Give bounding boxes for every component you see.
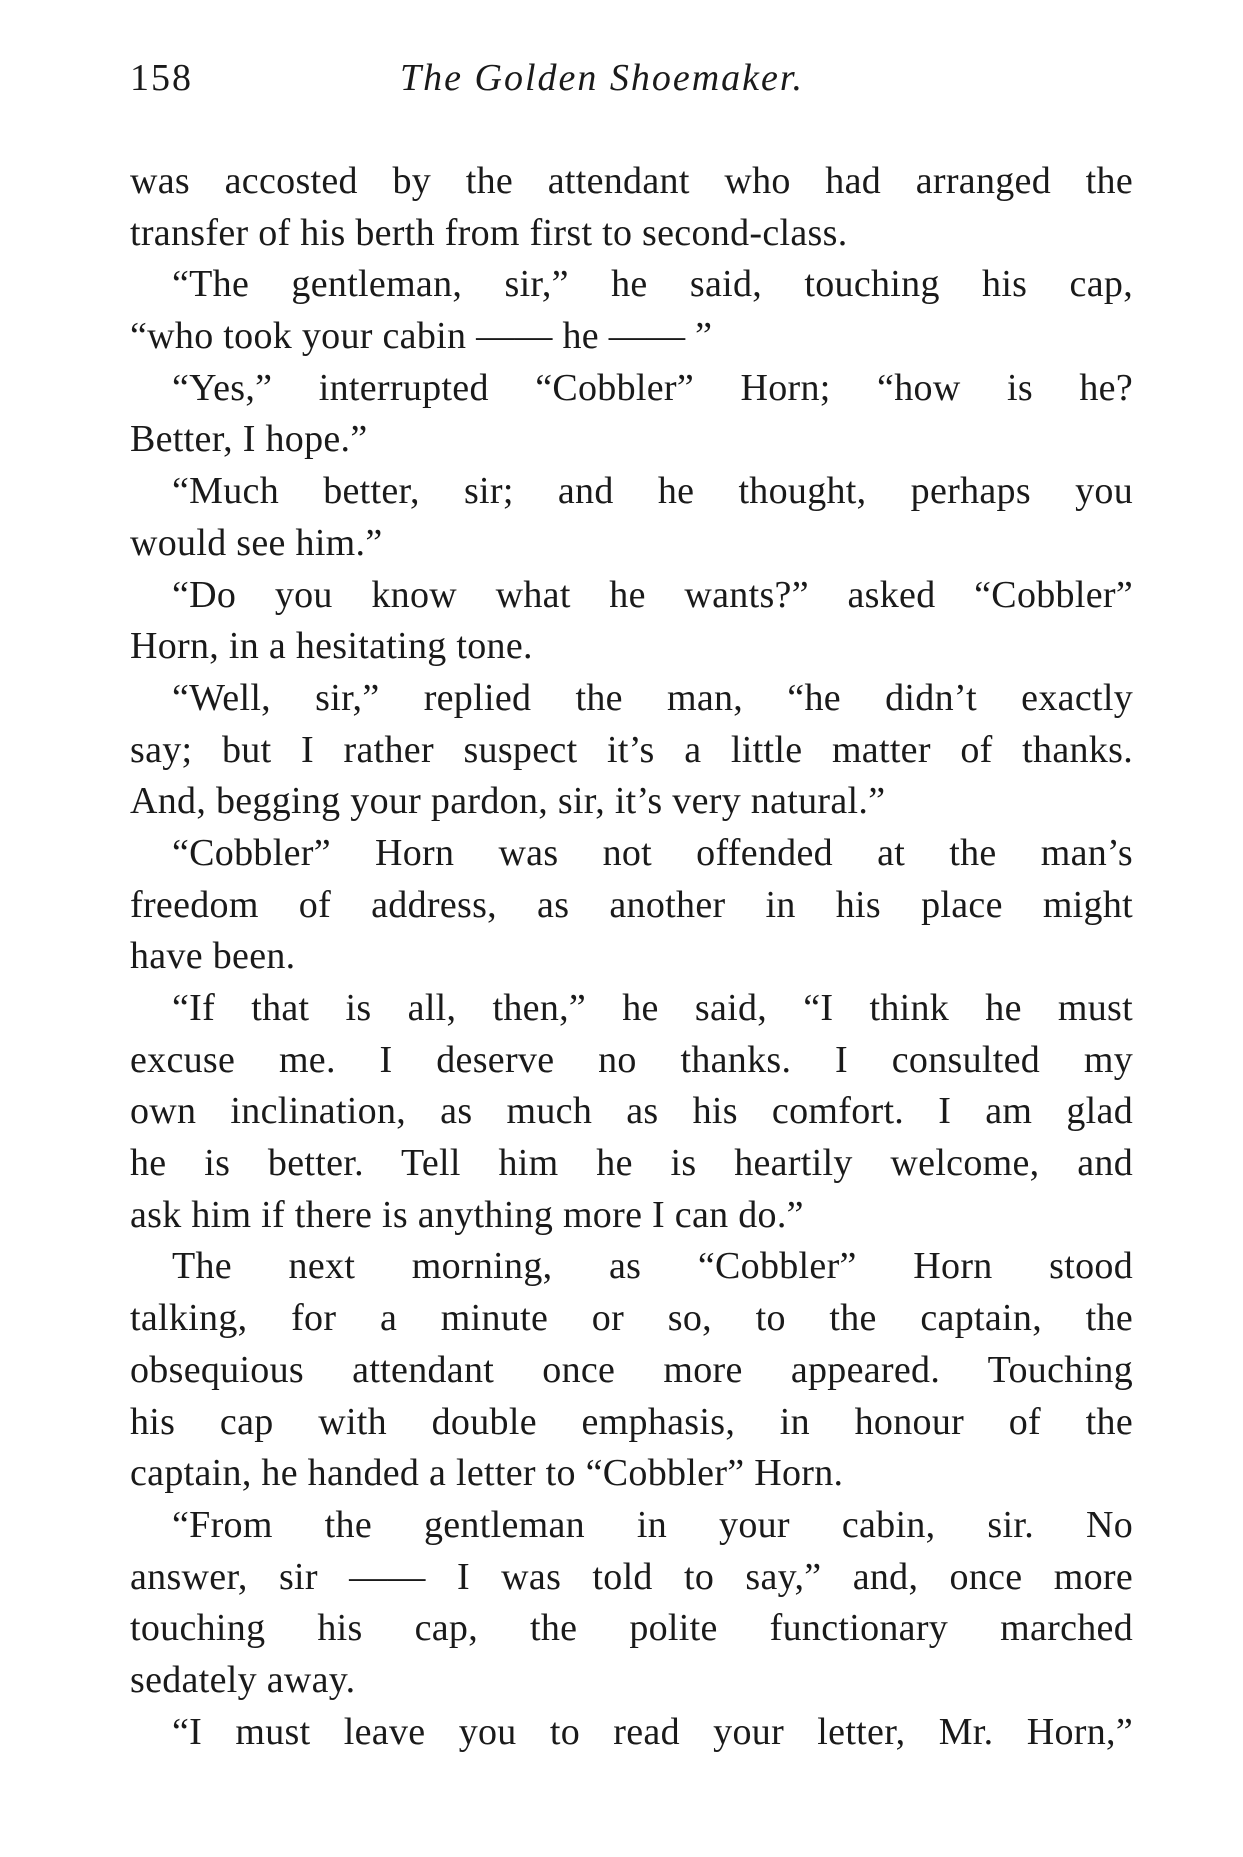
body-text — [130, 156, 1133, 1758]
text-line: Better, I hope.” — [130, 418, 368, 461]
text-line: was accosted by the attendant who had arranged the — [130, 160, 1133, 202]
running-title: The Golden Shoemaker. — [400, 57, 804, 99]
text-line: he is better. Tell him he is heartily welcome, and — [130, 1142, 1133, 1185]
text-line: his cap with double emphasis, in honour of the — [130, 1400, 1133, 1443]
text-line: own inclination, as much as his comfort. I am glad — [130, 1090, 1133, 1133]
text-line: say; but I rather suspect it’s a little matter of thanks. — [130, 728, 1133, 771]
text-line: “Much better, sir; and he thought, perhaps you — [172, 470, 1133, 513]
text-line: “From the gentleman in your cabin, sir. No — [172, 1503, 1133, 1546]
text-line: “Yes,” interrupted “Cobbler” Horn; “how is he? — [172, 366, 1133, 409]
page-number: 158 — [130, 57, 193, 99]
text-line: freedom of address, as another in his place might — [130, 883, 1133, 926]
text-line: would see him.” — [130, 521, 383, 564]
text-line: The next morning, as “Cobbler” Horn stood — [172, 1245, 1133, 1288]
text-line: talking, for a minute or so, to the captain, the — [130, 1297, 1133, 1340]
text-line: “Cobbler” Horn was not offended at the man’s — [172, 831, 1133, 874]
text-line: excuse me. I deserve no thanks. I consulted my — [130, 1038, 1133, 1081]
text-line: “I must leave you to read your letter, Mr. Horn,” — [172, 1710, 1133, 1753]
text-line: “Do you know what he wants?” asked “Cobbler” — [172, 573, 1133, 616]
text-line: “who took your cabin —— he —— ” — [130, 315, 713, 358]
text-line: ask him if there is anything more I can do.” — [130, 1193, 804, 1236]
text-line: “Well, sir,” replied the man, “he didn’t exactly — [172, 676, 1133, 719]
text-line: answer, sir —— I was told to say,” and, once more — [130, 1555, 1133, 1598]
text-line: “If that is all, then,” he said, “I think he must — [172, 987, 1133, 1029]
page-header — [130, 50, 1130, 110]
text-line: obsequious attendant once more appeared. Touching — [130, 1348, 1133, 1391]
text-line: Horn, in a hesitating tone. — [130, 625, 533, 668]
text-line: touching his cap, the polite functionary marched — [130, 1607, 1133, 1650]
text-line: And, begging your pardon, sir, it’s very natural.” — [130, 780, 886, 823]
text-line: transfer of his berth from first to second-class. — [130, 211, 848, 254]
text-line: have been. — [130, 935, 296, 978]
text-line: “The gentleman, sir,” he said, touching his cap, — [172, 263, 1133, 306]
text-line: sedately away. — [130, 1658, 356, 1701]
text-line: captain, he handed a letter to “Cobbler” Horn. — [130, 1452, 844, 1495]
